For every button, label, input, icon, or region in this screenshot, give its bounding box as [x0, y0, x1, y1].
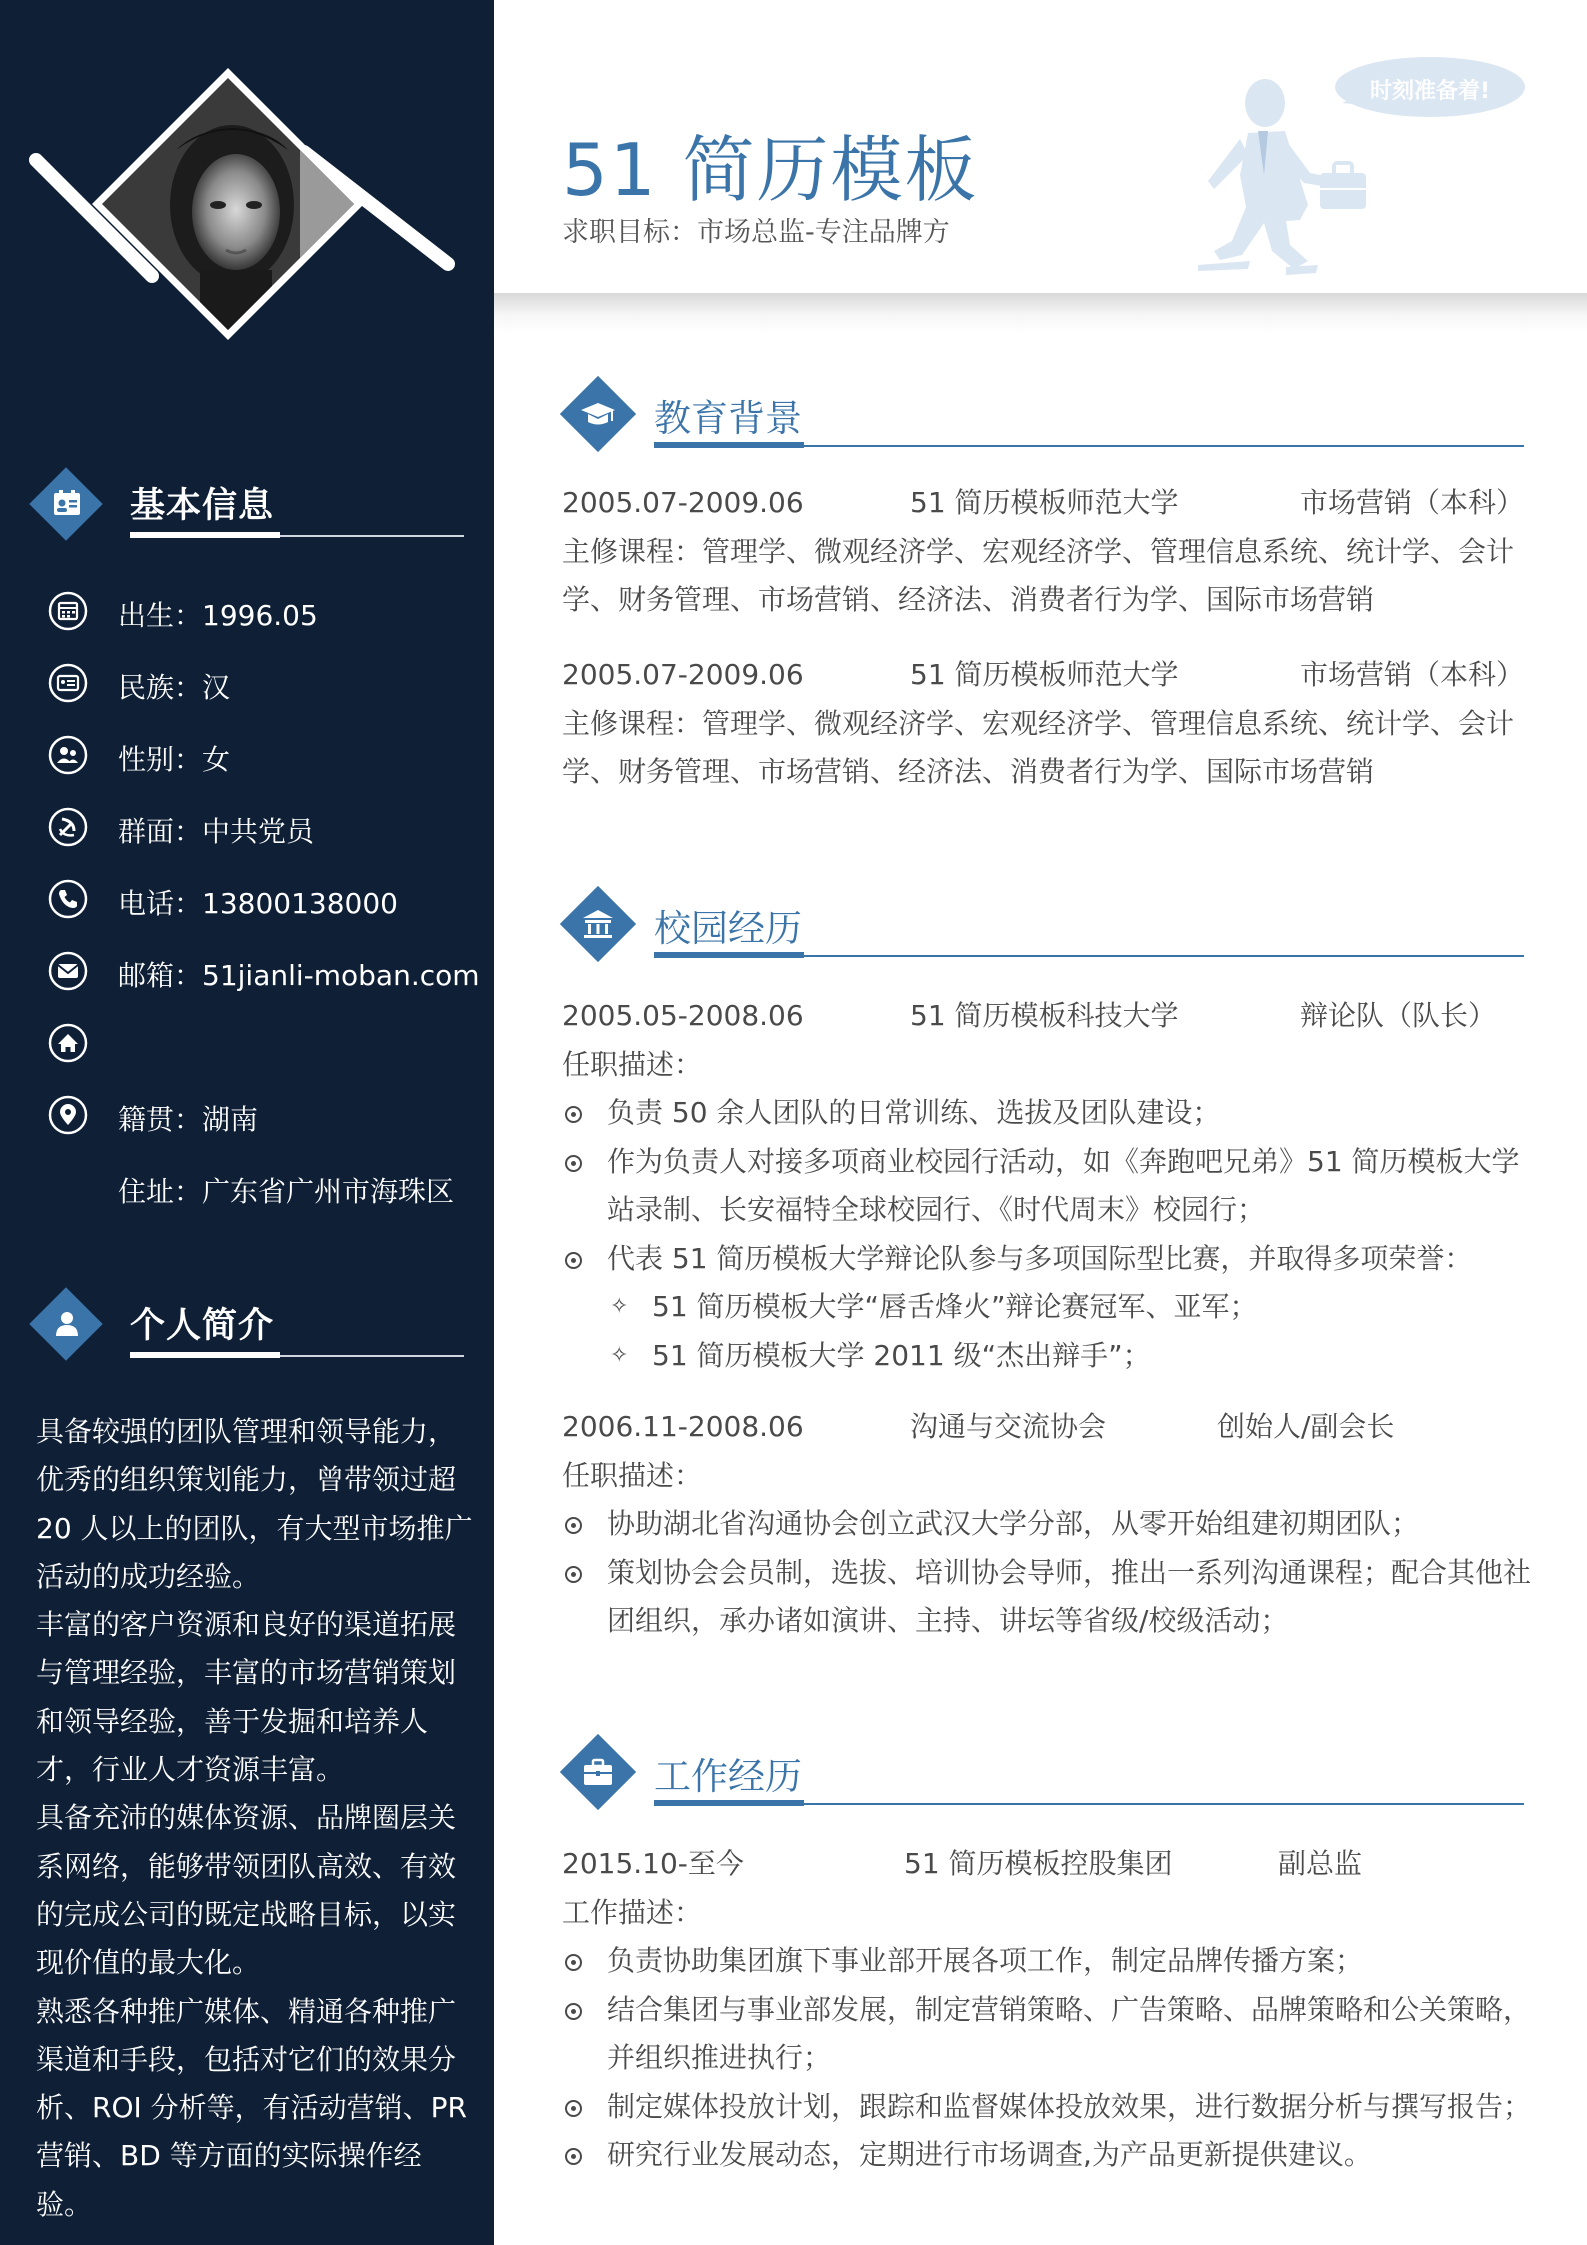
- phone-icon: [48, 879, 88, 919]
- info-text: 邮箱：51jianli-moban.com: [118, 959, 480, 992]
- sidebar: [0, 0, 494, 2245]
- bullet-icon: [565, 1566, 582, 1583]
- info-text: 籍贯：湖南: [118, 1103, 259, 1136]
- id-card-icon: [48, 663, 88, 703]
- graduation-cap-icon: [579, 395, 617, 433]
- sparkle-icon: ✧: [610, 1342, 629, 1368]
- briefcase-icon: [579, 1753, 617, 1791]
- profile-bio: [36, 1408, 476, 2229]
- bio-paragraph: 熟悉各种推广媒体、精通各种推广渠道和手段，包括对它们的效果分析、ROI 分析等，有活动营销、PR 营销、BD 等方面的实际操作经验。: [36, 1994, 467, 2221]
- entry-date: 2005.05-2008.06: [562, 999, 804, 1032]
- sparkle-icon: ✧: [610, 1294, 629, 1319]
- entry-major: 市场营销（本科）: [1300, 658, 1525, 691]
- entry-org: 沟通与交流协会: [910, 1410, 1107, 1443]
- entry-school: 51 简历模板师范大学: [910, 486, 1179, 519]
- bio-paragraph: 具备充沛的媒体资源、品牌圈层关系网络，能够带领团队高效、有效的完成公司的既定战略目标，以实现价值的最大化。: [36, 1801, 457, 1980]
- entry-major: 市场营销（本科）: [1300, 486, 1525, 519]
- bullet-list: [562, 1937, 1542, 2180]
- info-text: 出生：1996.05: [118, 599, 318, 632]
- entry-date: 2015.10-至今: [562, 1847, 744, 1880]
- user-icon: [50, 1307, 84, 1341]
- list-item: [562, 1089, 1542, 1138]
- list-item: [562, 2131, 1542, 2180]
- entry-desc-label: 任职描述：: [562, 1047, 703, 1081]
- basic-info-heading: [30, 468, 464, 548]
- bullet-icon: [565, 1155, 582, 1172]
- entry-desc-label: 工作描述：: [562, 1895, 703, 1929]
- section-title: 个人简介: [130, 1306, 275, 1346]
- home-icon: [48, 1023, 88, 1063]
- avatar: [90, 70, 370, 340]
- mail-icon: [48, 951, 88, 991]
- list-item: [562, 1986, 1542, 2083]
- list-item-text: 51 简历模板大学 2011 级“杰出辩手”；: [652, 1338, 1151, 1372]
- education-entry: [562, 651, 1542, 797]
- entry-date: 2006.11-2008.06: [562, 1410, 804, 1443]
- bullet-icon: [565, 2100, 582, 2117]
- education-heading: [562, 378, 1524, 458]
- list-item-text: 策划协会会员制，选拔、培训协会导师，推出一系列沟通课程；配合其他社团组织，承办诸如演讲、主持、讲坛等省级/校级活动；: [607, 1555, 1532, 1637]
- list-item-text: 作为负责人对接多项商业校园行活动，如《奔跑吧兄弟》51 简历模板大学站录制、长安福特全球校园行、《时代周末》校园行；: [607, 1144, 1520, 1226]
- section-title: 工作经历: [654, 1755, 802, 1798]
- list-item-text: 研究行业发展动态，定期进行市场调查,为产品更新提供建议。: [607, 2138, 1372, 2171]
- info-text: 住址：广东省广州市海珠区: [118, 1175, 455, 1208]
- campus-heading: [562, 888, 1524, 968]
- id-card-icon: [50, 487, 84, 521]
- entry-school: 51 简历模板师范大学: [910, 658, 1179, 691]
- bullet-icon: [565, 2003, 582, 2020]
- list-item: [562, 1283, 1542, 1332]
- list-item: [562, 1235, 1542, 1284]
- page-title: 51 简历模板: [562, 128, 979, 212]
- list-item-text: 制定媒体投放计划，跟踪和监督媒体投放效果，进行数据分析与撰写报告；: [607, 2089, 1532, 2123]
- entry-org: 51 简历模板科技大学: [910, 999, 1179, 1032]
- bio-paragraph: 丰富的客户资源和良好的渠道拓展与管理经验，丰富的市场营销策划和领导经验，善于发掘和培养人才，行业人才资源丰富。: [36, 1608, 457, 1787]
- section-title: 教育背景: [654, 397, 802, 440]
- bullet-icon: [565, 1106, 582, 1123]
- location-icon: [48, 1095, 88, 1135]
- entry-role: 辩论队（队长）: [1300, 999, 1497, 1032]
- bullet-icon: [565, 2148, 582, 2165]
- bullet-icon: [565, 1954, 582, 1971]
- job-objective: 求职目标：市场总监-专注品牌方: [562, 217, 950, 248]
- list-item-text: 51 简历模板大学“唇舌烽火”辩论赛冠军、亚军；: [652, 1290, 1258, 1323]
- header-divider: [494, 293, 1587, 333]
- bullet-icon: [565, 1252, 582, 1269]
- list-item-text: 负责 50 余人团队的日常训练、选拔及团队建设；: [607, 1096, 1221, 1129]
- info-text: 民族：汉: [118, 671, 231, 704]
- list-item-text: 协助湖北省沟通协会创立武汉大学分部，从零开始组建初期团队；: [607, 1507, 1420, 1540]
- bullet-list: [562, 1500, 1542, 1646]
- institution-icon: [579, 905, 617, 943]
- entry-org: 51 简历模板控股集团: [904, 1847, 1173, 1880]
- section-title: 基本信息: [130, 486, 275, 526]
- entry-date: 2005.07-2009.06: [562, 658, 804, 691]
- list-item-text: 代表 51 简历模板大学辩论队参与多项国际型比赛，并取得多项荣誉：: [607, 1241, 1473, 1275]
- sub-bullet-list: [562, 1283, 1542, 1380]
- entry-role: 副总监: [1278, 1847, 1363, 1880]
- list-item: [562, 1937, 1542, 1986]
- info-text: 群面：中共党员: [118, 815, 315, 848]
- list-item-text: 结合集团与事业部发展，制定营销策略、广告策略、品牌策略和公关策略，并组织推进执行；: [607, 1992, 1532, 2074]
- work-entry: [562, 1840, 1542, 2180]
- calendar-icon: [48, 591, 88, 631]
- speech-bubble-text: 时刻准备着!: [1369, 79, 1491, 104]
- entry-date: 2005.07-2009.06: [562, 486, 804, 519]
- list-item: [562, 1500, 1542, 1549]
- campus-entry: [562, 992, 1542, 1380]
- bio-paragraph: 具备较强的团队管理和领导能力，优秀的组织策划能力，曾带领过超20 人以上的团队，有大型市场推广活动的成功经验。: [36, 1415, 473, 1593]
- list-item: [562, 1332, 1542, 1381]
- profile-heading: [30, 1288, 464, 1368]
- list-item: [562, 2083, 1542, 2132]
- section-title: 校园经历: [654, 907, 802, 950]
- bullet-list: [562, 1089, 1542, 1283]
- gender-icon: [48, 735, 88, 775]
- education-entry: [562, 479, 1542, 625]
- campus-entry: [562, 1403, 1542, 1646]
- list-item: [562, 1549, 1542, 1646]
- entry-role: 创始人/副会长: [1217, 1410, 1395, 1443]
- bullet-icon: [565, 1517, 582, 1534]
- info-text: 性别：女: [118, 743, 231, 776]
- list-item-text: 负责协助集团旗下事业部开展各项工作，制定品牌传播方案；: [607, 1944, 1364, 1977]
- list-item: [562, 1138, 1542, 1235]
- entry-courses: 主修课程：管理学、微观经济学、宏观经济学、管理信息系统、统计学、会计学、财务管理、市场营销、经济法、消费者行为学、国际市场营销: [562, 706, 1515, 788]
- profile-photo-frame: [0, 0, 494, 400]
- entry-desc-label: 任职描述：: [562, 1458, 703, 1492]
- party-emblem-icon: [48, 807, 88, 847]
- info-text: 电话：13800138000: [118, 887, 398, 920]
- work-heading: [562, 1736, 1524, 1816]
- entry-courses: 主修课程：管理学、微观经济学、宏观经济学、管理信息系统、统计学、会计学、财务管理、市场营销、经济法、消费者行为学、国际市场营销: [562, 534, 1515, 616]
